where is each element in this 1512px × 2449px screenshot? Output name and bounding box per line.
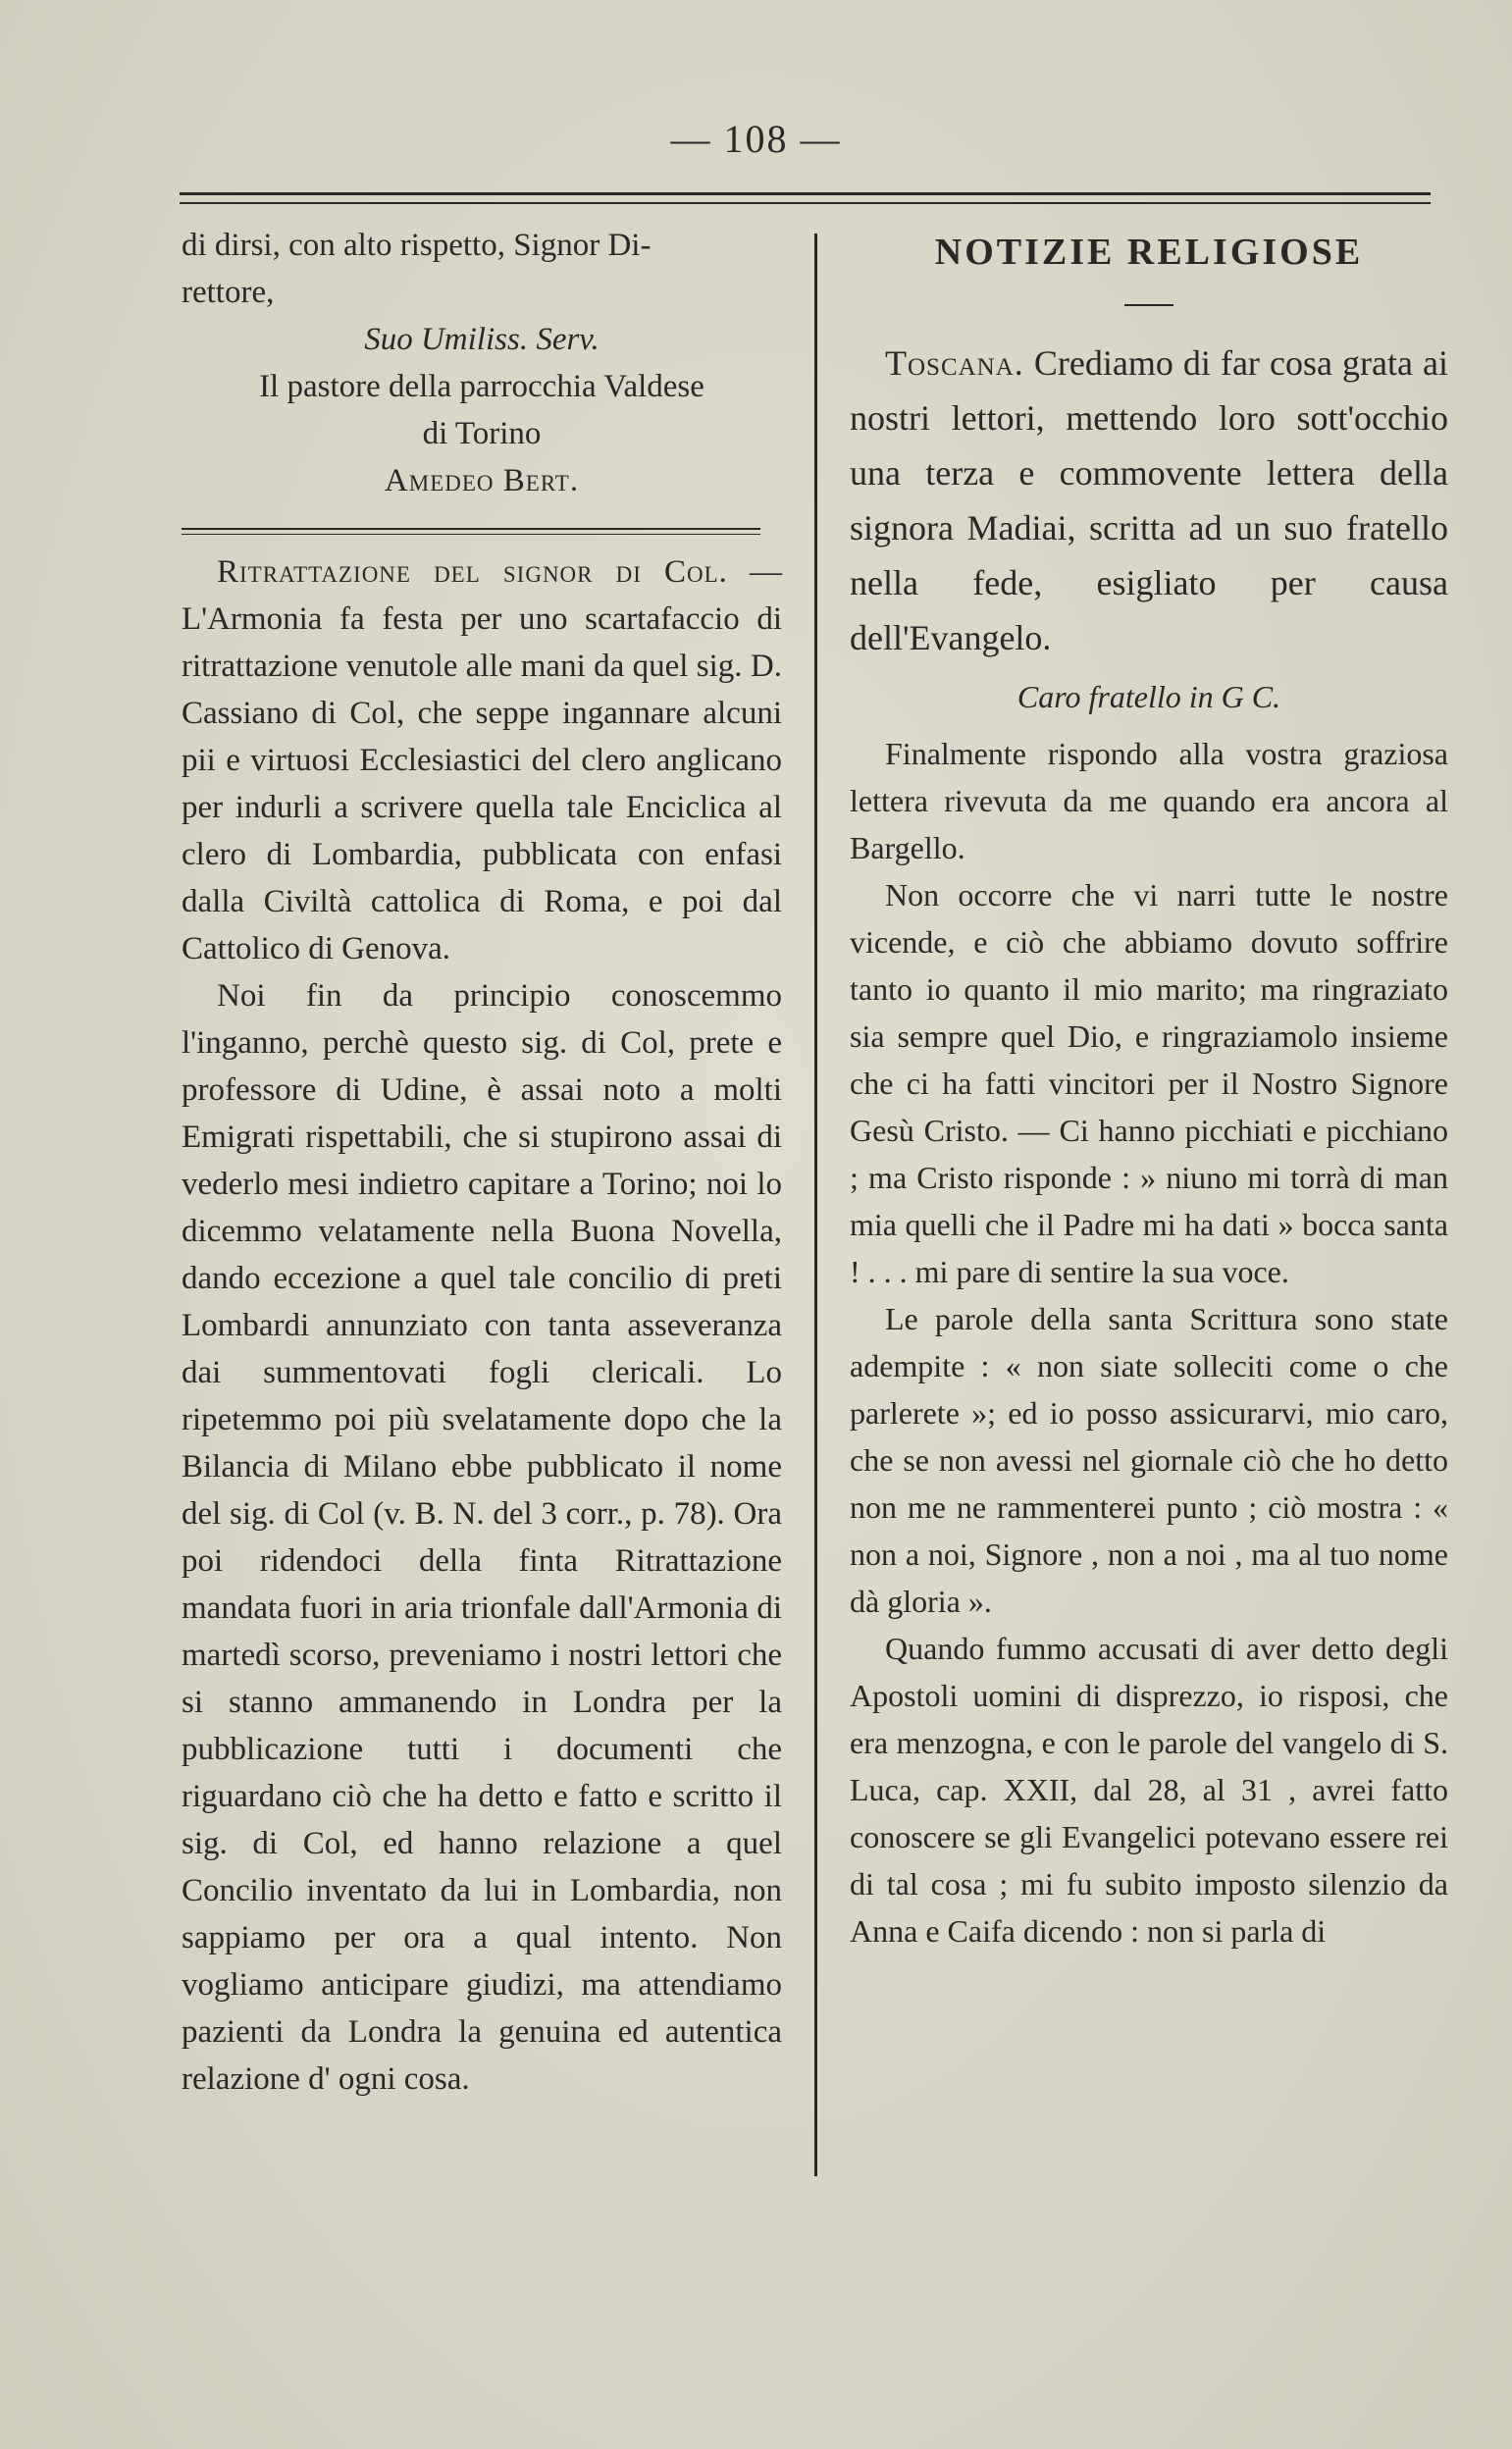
lead-paragraph bbox=[850, 336, 1448, 665]
section-rule bbox=[182, 528, 760, 535]
heading-dash bbox=[1124, 304, 1173, 306]
article-text-1: L'Armonia fa festa per uno scartafaccio di ritrattazione venutole alle mani da quel sig. D. Cassiano di Col, che seppe ingannare alcuni pii e virtuosi Ecclesiastici del clero anglicano per indurli a scrivere quella tale Enciclica al clero di Lombardia, pubblicata con enfasi dalla Civiltà cattolica di Roma, e poi dal Cattolico di Genova. bbox=[182, 601, 782, 966]
closing-line-1: di dirsi, con alto rispetto, Signor Di- bbox=[182, 228, 652, 263]
left-column bbox=[182, 222, 782, 2103]
page-number: — 108 — bbox=[670, 117, 842, 161]
letter-paragraph-1: Finalmente rispondo alla vostra graziosa lettera rivevuta da me quando era ancora al Bargello. bbox=[850, 736, 1448, 865]
letter-paragraph-2: Non occorre che vi narri tutte le nostre vicende, e ciò che abbiamo dovuto soffrire tanto io quanto il mio marito; ma ringraziato sia sempre quel Dio, e ringraziamolo insieme che ci ha fatti vincitori per il Nostro Signore Gesù Cristo. — Ci hanno picchiati e picchiano ; ma Cristo risponde : » niuno mi torrà di man mia quelli che il Padre mi ha dati » bocca santa ! . . . mi pare di sentire la sua voce. bbox=[850, 877, 1448, 1289]
signature-line-1: Il pastore della parrocchia Valdese bbox=[259, 369, 704, 404]
right-column bbox=[850, 222, 1448, 1954]
column-divider bbox=[814, 234, 817, 2176]
signoff: Suo Umiliss. Serv. bbox=[364, 322, 600, 357]
closing-line-2: rettore, bbox=[182, 275, 275, 310]
top-rule bbox=[180, 192, 1431, 204]
section-heading: NOTIZIE RELIGIOSE bbox=[934, 232, 1364, 273]
article-title-dash: — bbox=[727, 554, 783, 590]
signature-name: Amedeo Bert. bbox=[384, 463, 580, 498]
letter-salutation: Caro fratello in G C. bbox=[1017, 679, 1281, 714]
lead-place: Toscana. bbox=[885, 343, 1024, 383]
letter-paragraph-3: Le parole della santa Scrittura sono state adempite : « non siate solleciti come o che parlerete »; ed io posso assicurarvi, mio caro, che se non avessi nel giornale ciò che ho detto non me ne rammenterei punto ; ciò mostra : « non a noi, Signore , non a noi , ma al tuo nome dà gloria ». bbox=[850, 1301, 1448, 1619]
article-paragraph-1 bbox=[182, 548, 782, 972]
article-title: Ritrattazione del signor di Col. bbox=[217, 554, 728, 590]
signature-line-2: di Torino bbox=[422, 416, 542, 451]
lead-text: Crediamo di far cosa grata ai nostri lettori, mettendo loro sott'occhio una terza e commovente lettera della signora Madiai, scritta ad un suo fratello nella fede, esigliato per causa dell'Evangelo. bbox=[850, 343, 1448, 657]
letter-paragraph-4: Quando fummo accusati di aver detto degli Apostoli uomini di disprezzo, io risposi, che era menzogna, e con le parole del vangelo di S. Luca, cap. XXII, dal 28, al 31 , avrei fatto conoscere se gli Evangelici potevano essere rei di tal cosa ; mi fu subito imposto silenzio da Anna e Caifa dicendo : non si parla di bbox=[850, 1631, 1448, 1949]
article-paragraph-2: Noi fin da principio conoscemmo l'inganno, perchè questo sig. di Col, prete e professore di Udine, è assai noto a molti Emigrati rispettabili, che si stupirono assai di vederlo mesi indietro capitare a Torino; noi lo dicemmo velatamente nella Buona Novella, dando eccezione a quel tale concilio di preti Lombardi annunziato con tanta asseveranza dai summentovati fogli clericali. Lo ripetemmo poi più svelatamente dopo che la Bilancia di Milano ebbe pubblicato il nome del sig. di Col (v. B. N. del 3 corr., p. 78). Ora poi ridendoci della finta Ritrattazione mandata fuori in aria trionfale dall'Armonia di martedì scorso, preveniamo i nostri lettori che si stanno ammanendo in Londra per la pubblicazione tutti i documenti che riguardano ciò che ha detto e fatto e scritto il sig. di Col, ed hanno relazione a quel Concilio inventato da lui in Lombardia, non sappiamo per ora a qual intento. Non vogliamo anticipare giudizi, ma attendiamo pazienti da Londra la genuina ed autentica relazione d' ogni cosa. bbox=[182, 978, 782, 2097]
